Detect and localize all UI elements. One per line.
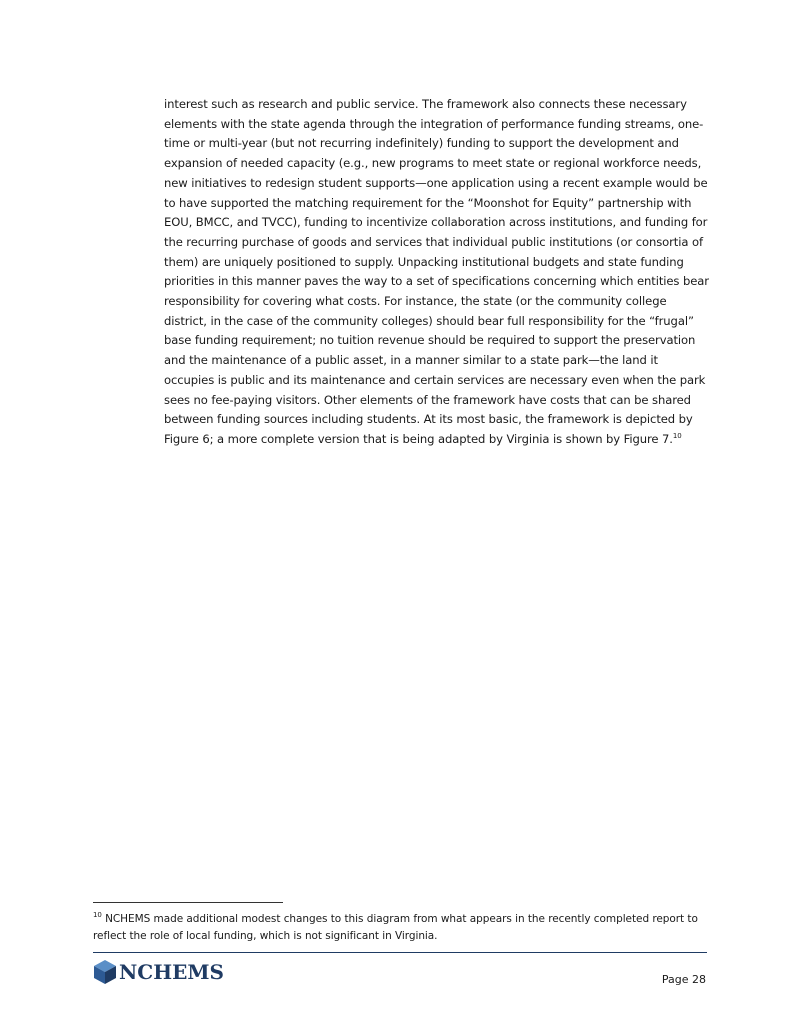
footer-divider [93,952,707,953]
cube-logo-icon [93,959,117,985]
footnote-text: NCHEMS made additional modest changes to this diagram from what appears in the recently completed report to reflect the role of local funding, which is not significant in Virginia. [93,913,698,942]
footnote-reference[interactable]: 10 [672,431,682,440]
page-number: Page 28 [661,973,706,986]
footnote [93,911,713,944]
logo-wordmark: NCHEMS [119,960,224,984]
body-paragraph-text: interest such as research and public service. The framework also connects these necessary elements with the state agenda through the integration of performance funding streams, one-time or multi-year (but not recurring indefinitely) funding to support the development and expansion of needed capacity (e.g., new programs to meet state or regional workforce needs, new initiatives to redesign student supports—one application using a recent example would be to have supported the matching requirement for the “Moonshot for Equity” partnership with EOU, BMCC, and TVCC), funding to incentivize collaboration across institutions, and funding for the recurring purchase of goods and services that individual public institutions (or consortia of them) are uniquely positioned to supply. Unpacking institutional budgets and state funding priorities in this manner paves the way to a set of specifications concerning which entities bear responsibility for covering what costs. For instance, the state (or the community college district, in the case of the community colleges) should bear full responsibility for the “frugal” base funding requirement; no tuition revenue should be required to support the preservation and the maintenance of a public asset, in a manner similar to a state park—the land it occupies is public and its maintenance and certain services are necessary even when the park sees no fee-paying visitors. Other elements of the framework have costs that can be shared between funding sources including students. At its most basic, the framework is depicted by Figure 6; a more complete version that is being adapted by Virginia is shown by Figure 7. [164,97,709,446]
footnote-number: 10 [93,911,102,919]
body-paragraph [164,95,709,450]
nchems-logo [93,958,224,986]
footnote-separator [93,902,283,903]
